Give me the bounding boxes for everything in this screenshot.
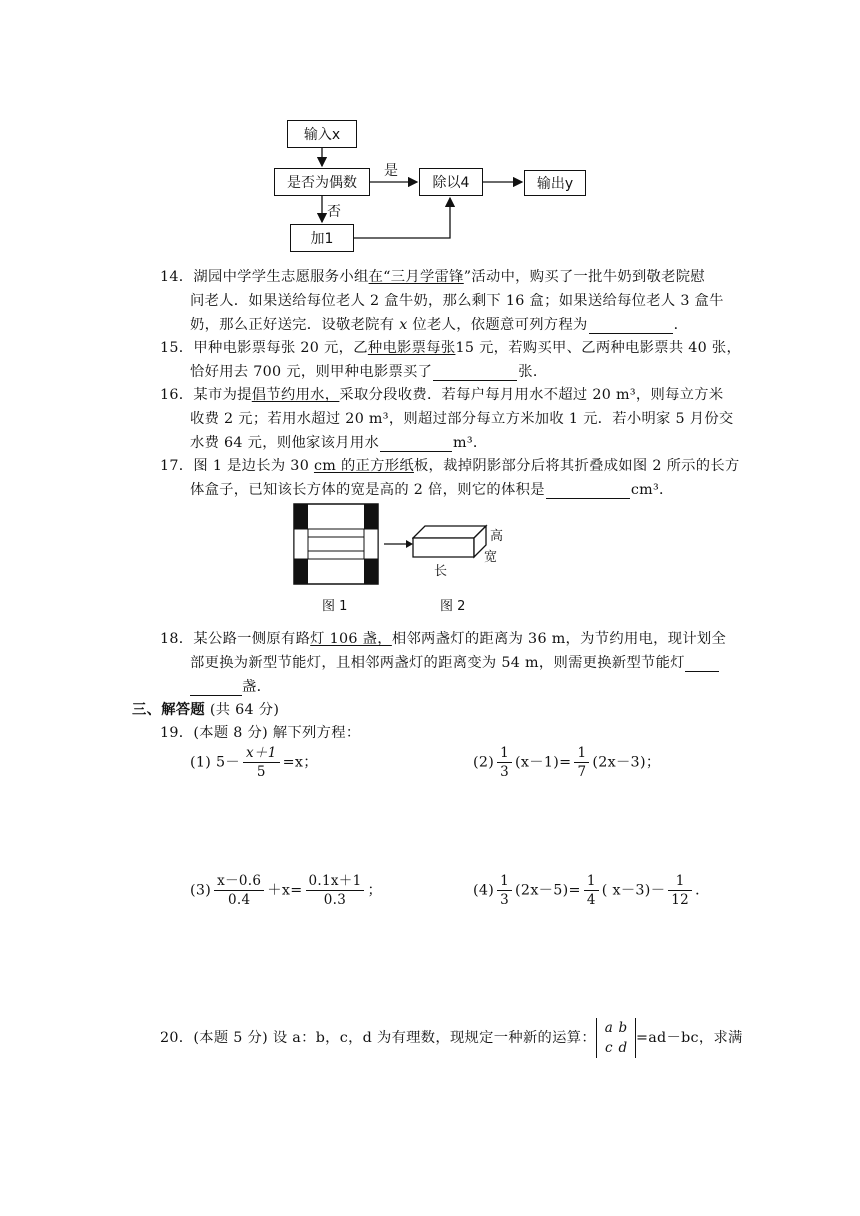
figure-2-box xyxy=(412,524,488,560)
q16-line3 xyxy=(190,432,488,452)
q15-underlined: 种电影票每张 xyxy=(367,340,456,356)
q15-number: 15． xyxy=(160,340,194,356)
figure-2-label-height: 高 xyxy=(490,529,504,544)
section-title: 三、解答题 xyxy=(132,702,205,718)
q16-text: m³． xyxy=(453,435,488,451)
q14-answer-blank[interactable] xyxy=(589,319,673,334)
q19-p2-fraction-1 xyxy=(497,744,512,781)
q19-p3-label: (3) xyxy=(190,882,212,899)
section-score: (共 64 分) xyxy=(209,702,280,718)
q20-text: (本题 5 分) 设 a：b，c，d 为有理数，现规定一种新的运算： xyxy=(193,1030,596,1046)
q18-underlined: 灯 106 盏， xyxy=(310,631,392,647)
fraction-denominator: 0.3 xyxy=(323,892,347,908)
q18-answer-blank-part1[interactable] xyxy=(685,657,719,672)
q20-determinant xyxy=(596,1018,636,1058)
q16-text: 水费 64 元，则他家该月用水 xyxy=(190,435,380,451)
q19-p1-fraction xyxy=(243,744,280,781)
q14-number: 14． xyxy=(160,269,194,285)
fraction-numerator: x－0.6 xyxy=(214,872,264,891)
q19-p1-label: (1) 5－ xyxy=(190,754,240,771)
q17-text: 体盒子，已知该长方体的宽是高的 2 倍，则它的体积是 xyxy=(190,482,545,498)
q19-stem xyxy=(160,722,360,742)
q19-p3-fraction-1 xyxy=(214,872,264,909)
flow-box-input: 输入x xyxy=(287,120,357,148)
q19-p3-rest: ； xyxy=(367,882,383,899)
q15-text: 张． xyxy=(518,364,548,380)
q14-text: ”活动中，购买了一批牛奶到敬老院慰 xyxy=(463,269,705,285)
figure-2-caption: 图 2 xyxy=(440,599,466,614)
flow-box-output: 输出y xyxy=(524,170,586,196)
fraction-denominator: 7 xyxy=(577,764,587,780)
q19-text: (本题 8 分) 解下列方程： xyxy=(193,725,361,741)
q16-text: 某市为提 xyxy=(193,387,252,403)
q14-line3 xyxy=(190,314,688,334)
fraction-denominator: 4 xyxy=(586,892,596,908)
figure-2-label-length: 长 xyxy=(434,564,448,579)
q18-text: 相邻两盏灯的距离为 36 m，为节约用电，现计划全 xyxy=(391,631,727,647)
q19-p3-fraction-2 xyxy=(306,872,365,909)
q16-answer-blank[interactable] xyxy=(380,437,452,452)
q14-variable: x xyxy=(399,317,408,333)
q17-underlined: cm 的正方形纸 xyxy=(313,458,414,474)
fraction-denominator: 3 xyxy=(500,892,510,908)
q19-part2 xyxy=(473,744,660,781)
det-b: b xyxy=(618,1020,628,1036)
fraction-numerator: 1 xyxy=(574,744,589,763)
q17-text: cm³． xyxy=(630,482,674,498)
fraction-numerator: 1 xyxy=(497,744,512,763)
q14-text: 位老人，依题意可列方程为 xyxy=(407,317,588,333)
q18-text: 某公路一侧原有路 xyxy=(193,631,311,647)
q20-text: =ad－bc，求满 xyxy=(635,1030,743,1046)
figure-2-label-width: 宽 xyxy=(484,550,498,565)
q18-line1 xyxy=(160,628,726,648)
figure-1-cut-board xyxy=(293,503,379,585)
q15-line1 xyxy=(160,337,741,357)
q14-line1 xyxy=(160,266,705,286)
q14-text: 问老人．如果送给每位老人 2 盒牛奶，那么剩下 16 盒；如果送给每位老人 3 盒牛 xyxy=(190,293,724,309)
q19-part1 xyxy=(190,744,318,781)
q17-text: 板，裁掉阴影部分后将其折叠成如图 2 所示的长方 xyxy=(413,458,740,474)
fraction-numerator: 1 xyxy=(668,872,692,891)
q17-text: 图 1 是边长为 30 xyxy=(193,458,314,474)
fraction-denominator: 3 xyxy=(500,764,510,780)
det-a: a xyxy=(604,1020,614,1036)
fraction-numerator: 0.1x＋1 xyxy=(306,872,365,891)
section-3-heading xyxy=(132,699,279,719)
q17-number: 17． xyxy=(160,458,194,474)
q19-p4-mid: (2x－5)= xyxy=(515,882,581,899)
fraction-numerator: 1 xyxy=(584,872,599,891)
det-d: d xyxy=(618,1040,628,1056)
q14-text: ． xyxy=(673,317,689,333)
q16-line2 xyxy=(190,408,734,428)
q16-underlined: 倡节约用水， xyxy=(251,387,340,403)
q15-text: 15 元，若购买甲、乙两种电影票共 40 张， xyxy=(455,340,742,356)
q19-p3-mid: ＋x= xyxy=(267,882,303,899)
q19-p4-fraction-1 xyxy=(497,872,512,909)
fraction-numerator: x＋1 xyxy=(243,744,280,763)
figure-arrow xyxy=(384,537,414,551)
flow-arrows xyxy=(0,0,860,260)
q19-part4 xyxy=(473,872,710,909)
q15-answer-blank[interactable] xyxy=(433,366,517,381)
q18-line2 xyxy=(190,652,719,672)
q18-number: 18． xyxy=(160,631,194,647)
q14-text: 奶，那么正好送完．设敬老院有 xyxy=(190,317,400,333)
q19-p4-fraction-2 xyxy=(584,872,599,909)
q15-text: 甲种电影票每张 20 元，乙 xyxy=(193,340,368,356)
q18-line3 xyxy=(190,676,271,696)
q16-text: 采取分段收费．若每户每月用水不超过 20 m³，则每立方米 xyxy=(339,387,724,403)
q17-line1 xyxy=(160,455,740,475)
q19-part3 xyxy=(190,872,382,909)
flow-box-check: 是否为偶数 xyxy=(274,168,370,196)
q19-p2-fraction-2 xyxy=(574,744,589,781)
q19-p4-label: (4) xyxy=(473,882,495,899)
q20-number: 20． xyxy=(160,1030,194,1046)
flow-box-divide: 除以4 xyxy=(419,168,483,196)
q19-p4-rest: ． xyxy=(695,882,710,899)
q20-line1 xyxy=(160,1018,743,1058)
q19-p4-mid: ( x－3)－ xyxy=(601,882,666,899)
flow-label-no: 否 xyxy=(327,204,341,220)
fraction-denominator: 0.4 xyxy=(228,892,251,908)
q18-text: 部更换为新型节能灯，且相邻两盏灯的距离变为 54 m，则需更换新型节能灯 xyxy=(190,655,685,671)
q18-text: 盏． xyxy=(242,679,272,695)
q14-underlined: 在“三月学雷锋 xyxy=(368,269,464,285)
q19-p1-rest: =x； xyxy=(282,754,318,771)
q17-line2 xyxy=(190,479,674,499)
q19-p2-mid: (x－1)= xyxy=(515,754,572,771)
fraction-numerator: 1 xyxy=(497,872,512,891)
fraction-denominator: 5 xyxy=(256,764,266,780)
q16-line1 xyxy=(160,384,723,404)
figure-1-caption: 图 1 xyxy=(322,599,348,614)
q19-p2-label: (2) xyxy=(473,754,495,771)
flow-box-add: 加1 xyxy=(290,224,354,252)
q17-answer-blank[interactable] xyxy=(546,484,630,499)
q15-text: 恰好用去 700 元，则甲种电影票买了 xyxy=(190,364,433,380)
q14-text: 湖园中学学生志愿服务小组 xyxy=(193,269,369,285)
q19-p4-fraction-3 xyxy=(668,872,692,909)
q14-line2 xyxy=(190,290,724,310)
q16-number: 16． xyxy=(160,387,194,403)
fraction-denominator: 12 xyxy=(671,892,690,908)
q18-answer-blank-part2[interactable] xyxy=(190,681,242,696)
det-c: c xyxy=(605,1040,613,1056)
q19-p2-rest: (2x－3)； xyxy=(592,754,661,771)
q19-number: 19． xyxy=(160,725,194,741)
q16-text: 收费 2 元；若用水超过 20 m³，则超过部分每立方米加收 1 元．若小明家 5 月份交 xyxy=(190,411,734,427)
flow-label-yes: 是 xyxy=(384,163,398,179)
q15-line2 xyxy=(190,361,547,381)
